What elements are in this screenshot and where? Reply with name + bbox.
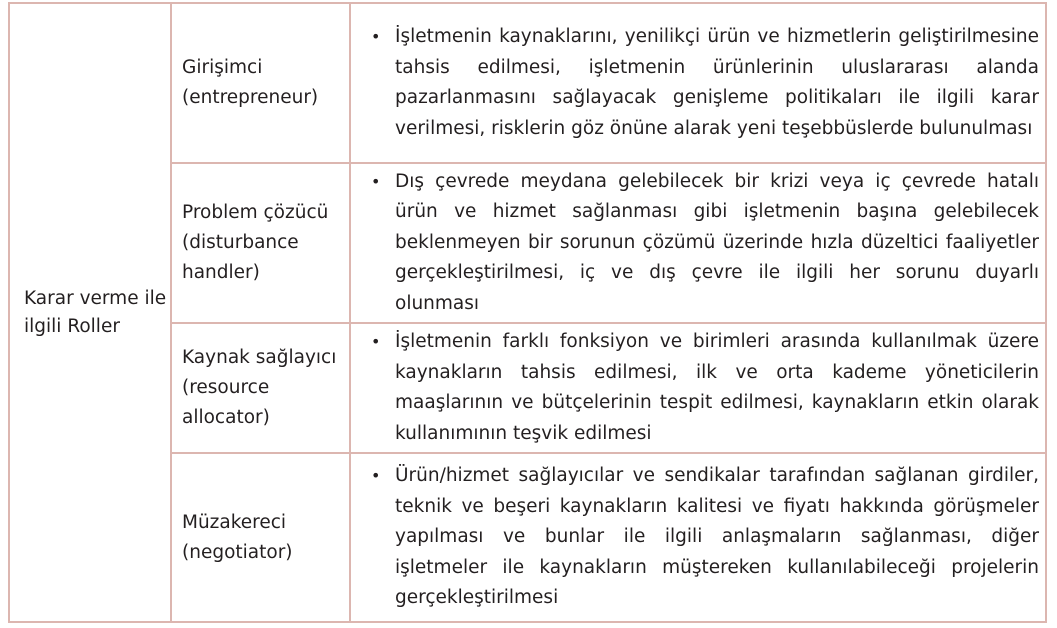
roles-table: [8, 2, 1047, 623]
description-text: İşletmenin farklı fonksiyon ve birimleri arasında kullanılmak üzere kaynakların tahsis edilmesi, ilk ve orta kademe yöneticilerin maaşlarının ve bütçelerinin tespit edilmesi, kaynakların etkin olarak kullanımının teşvik edilmesi: [395, 331, 1039, 444]
description-text: İşletmenin kaynaklarını, yenilikçi ürün ve hizmetlerin geliştirilmesine tahsis edilmesi, işletmenin ürünlerinin uluslararası alanda pazarlanmasını sağlayacak genişleme politikaları ile ilgili karar verilmesi, risklerin göz önüne alarak yeni teşebbüslerde bulunulması: [395, 26, 1039, 139]
role-name: Müzakereci: [182, 511, 287, 533]
role-cell: [171, 163, 350, 323]
role-name: Problem çözücü: [182, 202, 329, 223]
role-description: [371, 167, 1039, 320]
role-cell: [171, 323, 350, 453]
role-english-name: (negotiator): [182, 541, 293, 563]
bullet-icon: •: [371, 332, 381, 351]
role-name: Kaynak sağlayıcı: [182, 347, 337, 368]
group-label-cell: [9, 3, 171, 622]
description-text: Dış çevrede meydana gelebilecek bir krizi veya iç çevrede hatalı ürün ve hizmet sağlanması gibi işletmenin başına gelebilecek beklenmeyen bir sorunun çözümü üzerinde hızla düzeltici faaliyetler gerçekleştirilmesi, iç ve dış çevre ile ilgili her sorunu duyarlı olunması: [395, 170, 1039, 314]
description-text: Ürün/hizmet sağlayıcılar ve sendikalar tarafından sağlanan girdiler, teknik ve beşeri kaynakların kalitesi ve fiyatı hakkında görüşmeler yapılması ve bunlar ile ilgili anlaşmaların sağlanması, diğer işletmeler ile kaynakların müştereken kullanılabileceği projelerin gerçekleştirilmesi: [395, 465, 1039, 609]
role-cell: [171, 453, 350, 622]
role-description: [371, 461, 1039, 614]
role-english-name: (disturbance handler): [182, 232, 299, 283]
table-row: [9, 3, 1046, 163]
group-label: Karar verme ile ilgili Roller: [24, 287, 167, 337]
role-name: Girişimci: [182, 57, 263, 78]
bullet-icon: •: [371, 27, 381, 46]
role-description: [371, 327, 1039, 449]
bullet-icon: •: [371, 466, 381, 486]
description-cell: [350, 163, 1046, 323]
description-cell: [350, 323, 1046, 453]
bullet-icon: •: [371, 171, 381, 191]
role-cell: [171, 3, 350, 163]
role-english-name: (resource allocator): [182, 377, 270, 428]
role-description: [371, 22, 1039, 144]
description-cell: [350, 453, 1046, 622]
description-cell: [350, 3, 1046, 163]
role-english-name: (entrepreneur): [182, 87, 319, 108]
